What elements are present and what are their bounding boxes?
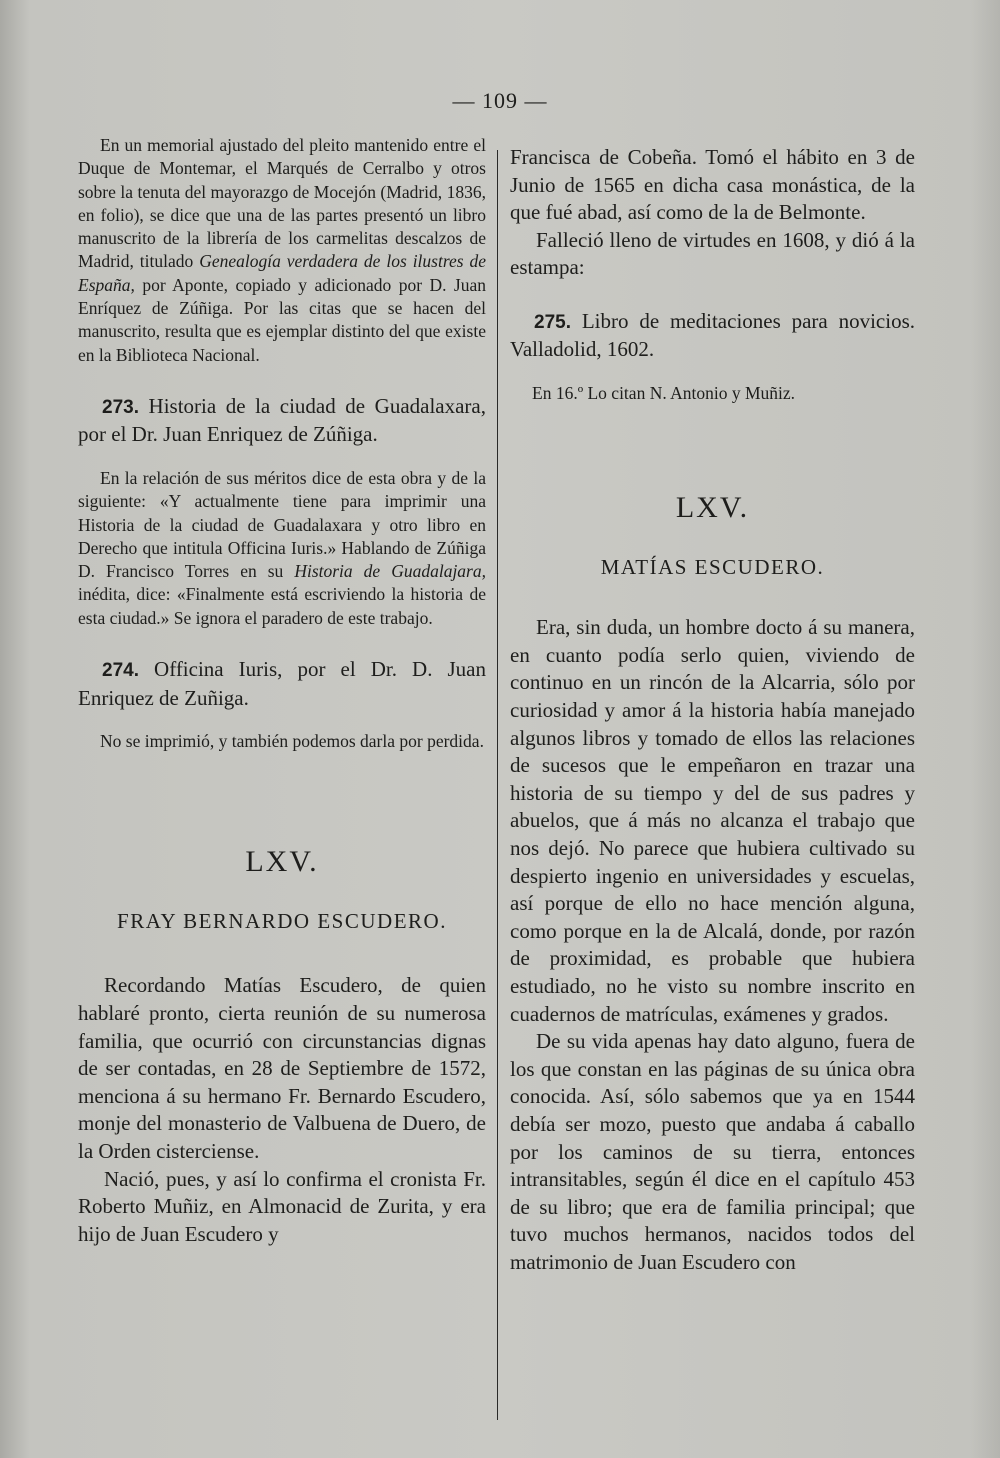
paragraph-fallecio: Falleció lleno de virtudes en 1608, y dió á la estampa: bbox=[510, 227, 915, 280]
entry-text: Officina Iuris, por el Dr. D. Juan Enriquez de Zuñiga. bbox=[78, 657, 486, 710]
page-number: — 109 — bbox=[452, 88, 548, 113]
entry-number: 274. bbox=[102, 660, 139, 682]
chapter-number: LXV. bbox=[245, 845, 319, 879]
paragraph-relacion-text: En la relación de sus méritos dice de esta obra y de la siguiente: «Y actualmente tiene para imprimir una Historia de la ciudad de Guadalaxara y otro libro en Derecho que intitula Officina Iuris.» Hablando de Zúñiga D. Francisco Torres en su bbox=[78, 467, 486, 582]
chapter-title: FRAY BERNARDO ESCUDERO. bbox=[117, 909, 447, 934]
paragraph-citan: En 16.º Lo citan N. Antonio y Muñiz. bbox=[532, 382, 796, 403]
paragraph-era: Era, sin duda, un hombre docto á su manera, en cuanto podía serlo quien, viviendo de continuo en un rincón de la Alcarria, sólo por curiosidad y amor á la historia había manejado algunos libros y tomado de ellos las relaciones de sucesos que le empeñaron en trazar una historia de su tiempo y del de sus padres y abuelos, que á más no alcanza el trabajo que nos dejó. No parece que hubiera cultivado su despierto ingenio en universidades y escuelas, así porque de ello no hace mención alguna, como porque en la de Alcalá, donde, por razón de proximidad, es probable que hubiera estudiado, no he visto su nombre inscrito en cuadernos de matrículas, exámenes y grados. bbox=[510, 615, 915, 1026]
chapter-number: LXV. bbox=[675, 491, 750, 525]
paragraph-relacion-end: inédita, dice: «Finalmente está escriviendo la historia de esta ciudad.» Se ignora el paradero de este trabajo. bbox=[78, 584, 486, 628]
paragraph-memorial bbox=[78, 134, 486, 367]
paragraph-no-imprimio: No se imprimió, y también podemos darla por perdida. bbox=[100, 731, 484, 752]
paragraph-memorial-text: En un memorial ajustado del pleito mantenido entre el Duque de Montemar, el Marqués de Cerralbo y otros sobre la tenuta del mayorazgo de Mocejón (Madrid, 1836, en folio), se dice que una de las partes presentó un libro manuscrito de la librería de los carmelitas descalzos de Madrid, titulado bbox=[78, 135, 486, 272]
column-divider bbox=[497, 150, 498, 1420]
entry-text: Libro de meditaciones para novicios. Valladolid, 1602. bbox=[510, 308, 915, 362]
chapter-title: MATÍAS ESCUDERO. bbox=[600, 555, 825, 580]
left-column bbox=[78, 134, 486, 1248]
entry-number: 273. bbox=[102, 396, 139, 418]
paragraph-memorial-end: por Aponte, copiado y adicionado por D. Juan Enríquez de Zúñiga. Por las citas que se hacen del manuscrito, resulta que es ejemplar distinto del que existe en la Biblioteca Nacional. bbox=[78, 274, 486, 365]
paragraph-vida: De su vida apenas hay dato alguno, fuera de los que constan en las páginas de su única obra conocida. Así, sólo sabemos que ya en 1544 debía ser mozo, puesto que andaba á caballo por los caminos de su tierra, entonces intransitables, según él dice en el capítulo 453 de su libro; que era de familia principal; que tuvo muchos hermanos, nacidos todos del matrimonio de Juan Escudero con bbox=[510, 1029, 915, 1274]
book-title-historia: Historia de Guadalajara, bbox=[294, 561, 486, 582]
book-title-genealogia: Genealogía verdadera de los ilustres de España, bbox=[78, 251, 487, 295]
entry-text: Historia de la ciudad de Guadalaxara, por el Dr. Juan Enriquez de Zúñiga. bbox=[78, 393, 486, 447]
entry-273 bbox=[78, 393, 486, 449]
right-column bbox=[510, 144, 915, 1277]
entry-number: 275. bbox=[534, 311, 571, 333]
entry-275 bbox=[510, 308, 915, 364]
paragraph-recordando: Recordando Matías Escudero, de quien hablaré pronto, cierta reunión de su numerosa familia, que ocurrió con circunstancias dignas de ser contadas, en 28 de Septiembre de 1572, menciona á su hermano Fr. Bernardo Escudero, monje del monasterio de Valbuena de Duero, de la Orden cisterciense. bbox=[78, 973, 486, 1163]
entry-274 bbox=[78, 656, 486, 712]
paragraph-cobena: Francisca de Cobeña. Tomó el hábito en 3 de Junio de 1565 en dicha casa monástica, de la que fué abad, así como de la de Belmonte. bbox=[510, 145, 915, 225]
paragraph-relacion bbox=[78, 467, 486, 630]
paragraph-nacio: Nació, pues, y así lo confirma el cronista Fr. Roberto Muñiz, en Almonacid de Zurita, y era hijo de Juan Escudero y bbox=[78, 1166, 486, 1246]
